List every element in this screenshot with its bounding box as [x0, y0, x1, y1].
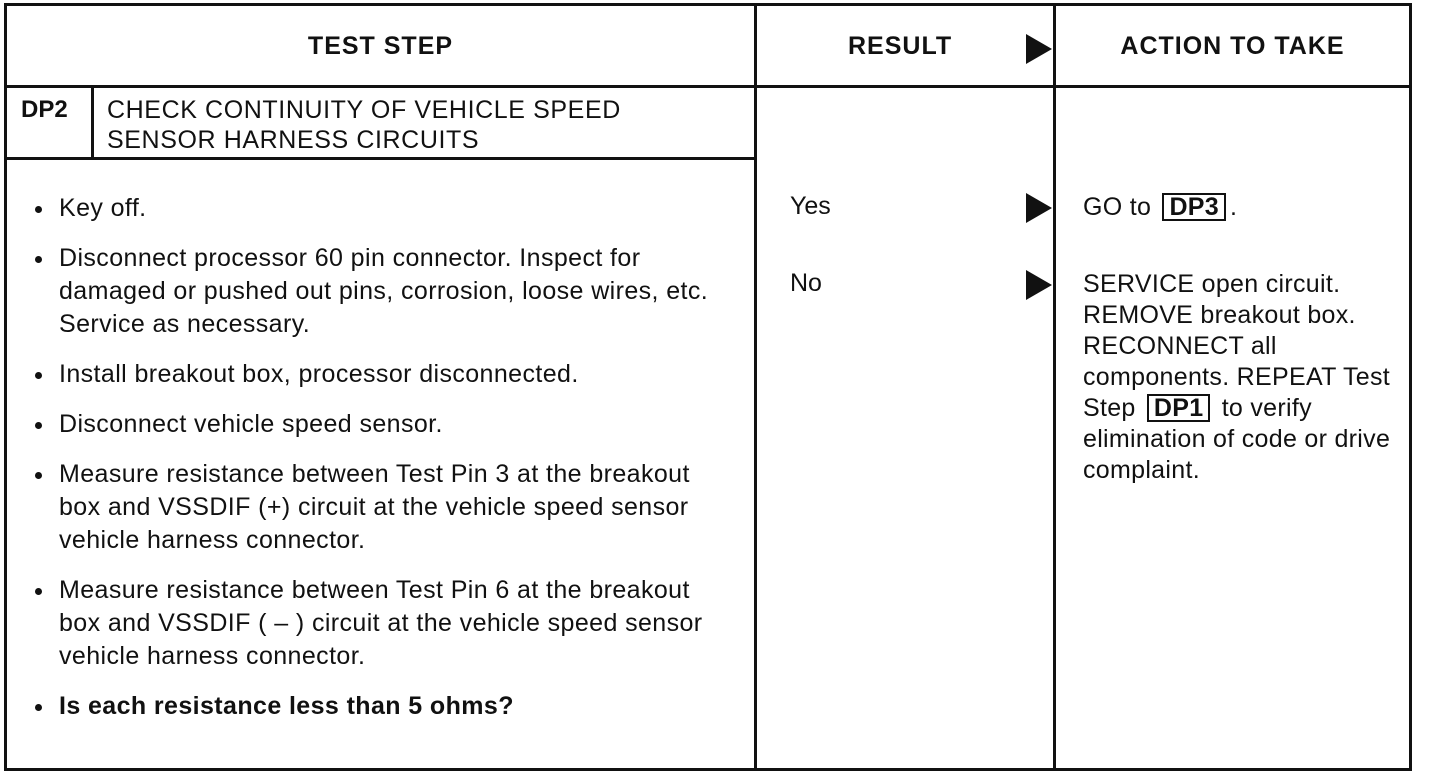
header-action: ACTION TO TAKE [1120, 31, 1345, 60]
instruction-item: Measure resistance between Test Pin 3 at the breakout box and VSSDIF (+) circuit at the vehicle speed sensor vehicle harness connector. [27, 458, 709, 557]
instruction-item: Is each resistance less than 5 ohms? [27, 690, 737, 723]
action-yes: GO to DP3 . [1083, 193, 1238, 221]
step-id-divider [91, 86, 94, 158]
step-title-line-1: CHECK CONTINUITY OF VEHICLE SPEED [107, 96, 621, 124]
result-yes-arrow-icon [1026, 193, 1052, 223]
diagnostic-table [4, 3, 1412, 771]
instruction-item: Disconnect processor 60 pin connector. Inspect for damaged or pushed out pins, corrosion, loose wires, etc. Service as necessary. [27, 242, 731, 341]
step-title-line-2: SENSOR HARNESS CIRCUITS [107, 126, 480, 154]
header-result: RESULT [848, 31, 953, 60]
column-divider-result [754, 6, 757, 768]
step-title-divider [7, 157, 754, 160]
step-ref-dp1: DP1 [1147, 394, 1211, 422]
instruction-item: Disconnect vehicle speed sensor. [27, 408, 737, 441]
instruction-list [27, 192, 737, 740]
column-divider-action [1053, 6, 1056, 768]
step-ref-dp3: DP3 [1162, 193, 1226, 221]
instruction-item: Install breakout box, processor disconnected. [27, 358, 737, 391]
bullet-icon [35, 472, 42, 479]
result-no-arrow-icon [1026, 270, 1052, 300]
instruction-item: Measure resistance between Test Pin 6 at the breakout box and VSSDIF ( – ) circuit at the vehicle speed sensor vehicle harness connector. [27, 574, 709, 673]
bullet-icon [35, 372, 42, 379]
step-title [107, 95, 747, 155]
bullet-icon [35, 206, 42, 213]
instruction-item: Key off. [27, 192, 659, 225]
result-no: No [790, 269, 822, 297]
step-id: DP2 [21, 96, 68, 123]
bullet-icon [35, 256, 42, 263]
action-no: SERVICE open circuit. REMOVE breakout box. RECONNECT all components. REPEAT Test Step DP1 to verify elimination of code or drive complaint. [1083, 270, 1391, 484]
bullet-icon [35, 588, 42, 595]
header-arrow-icon [1026, 34, 1052, 64]
header-test-step: TEST STEP [307, 31, 454, 60]
bullet-icon [35, 704, 42, 711]
bullet-icon [35, 422, 42, 429]
result-yes: Yes [790, 192, 831, 220]
